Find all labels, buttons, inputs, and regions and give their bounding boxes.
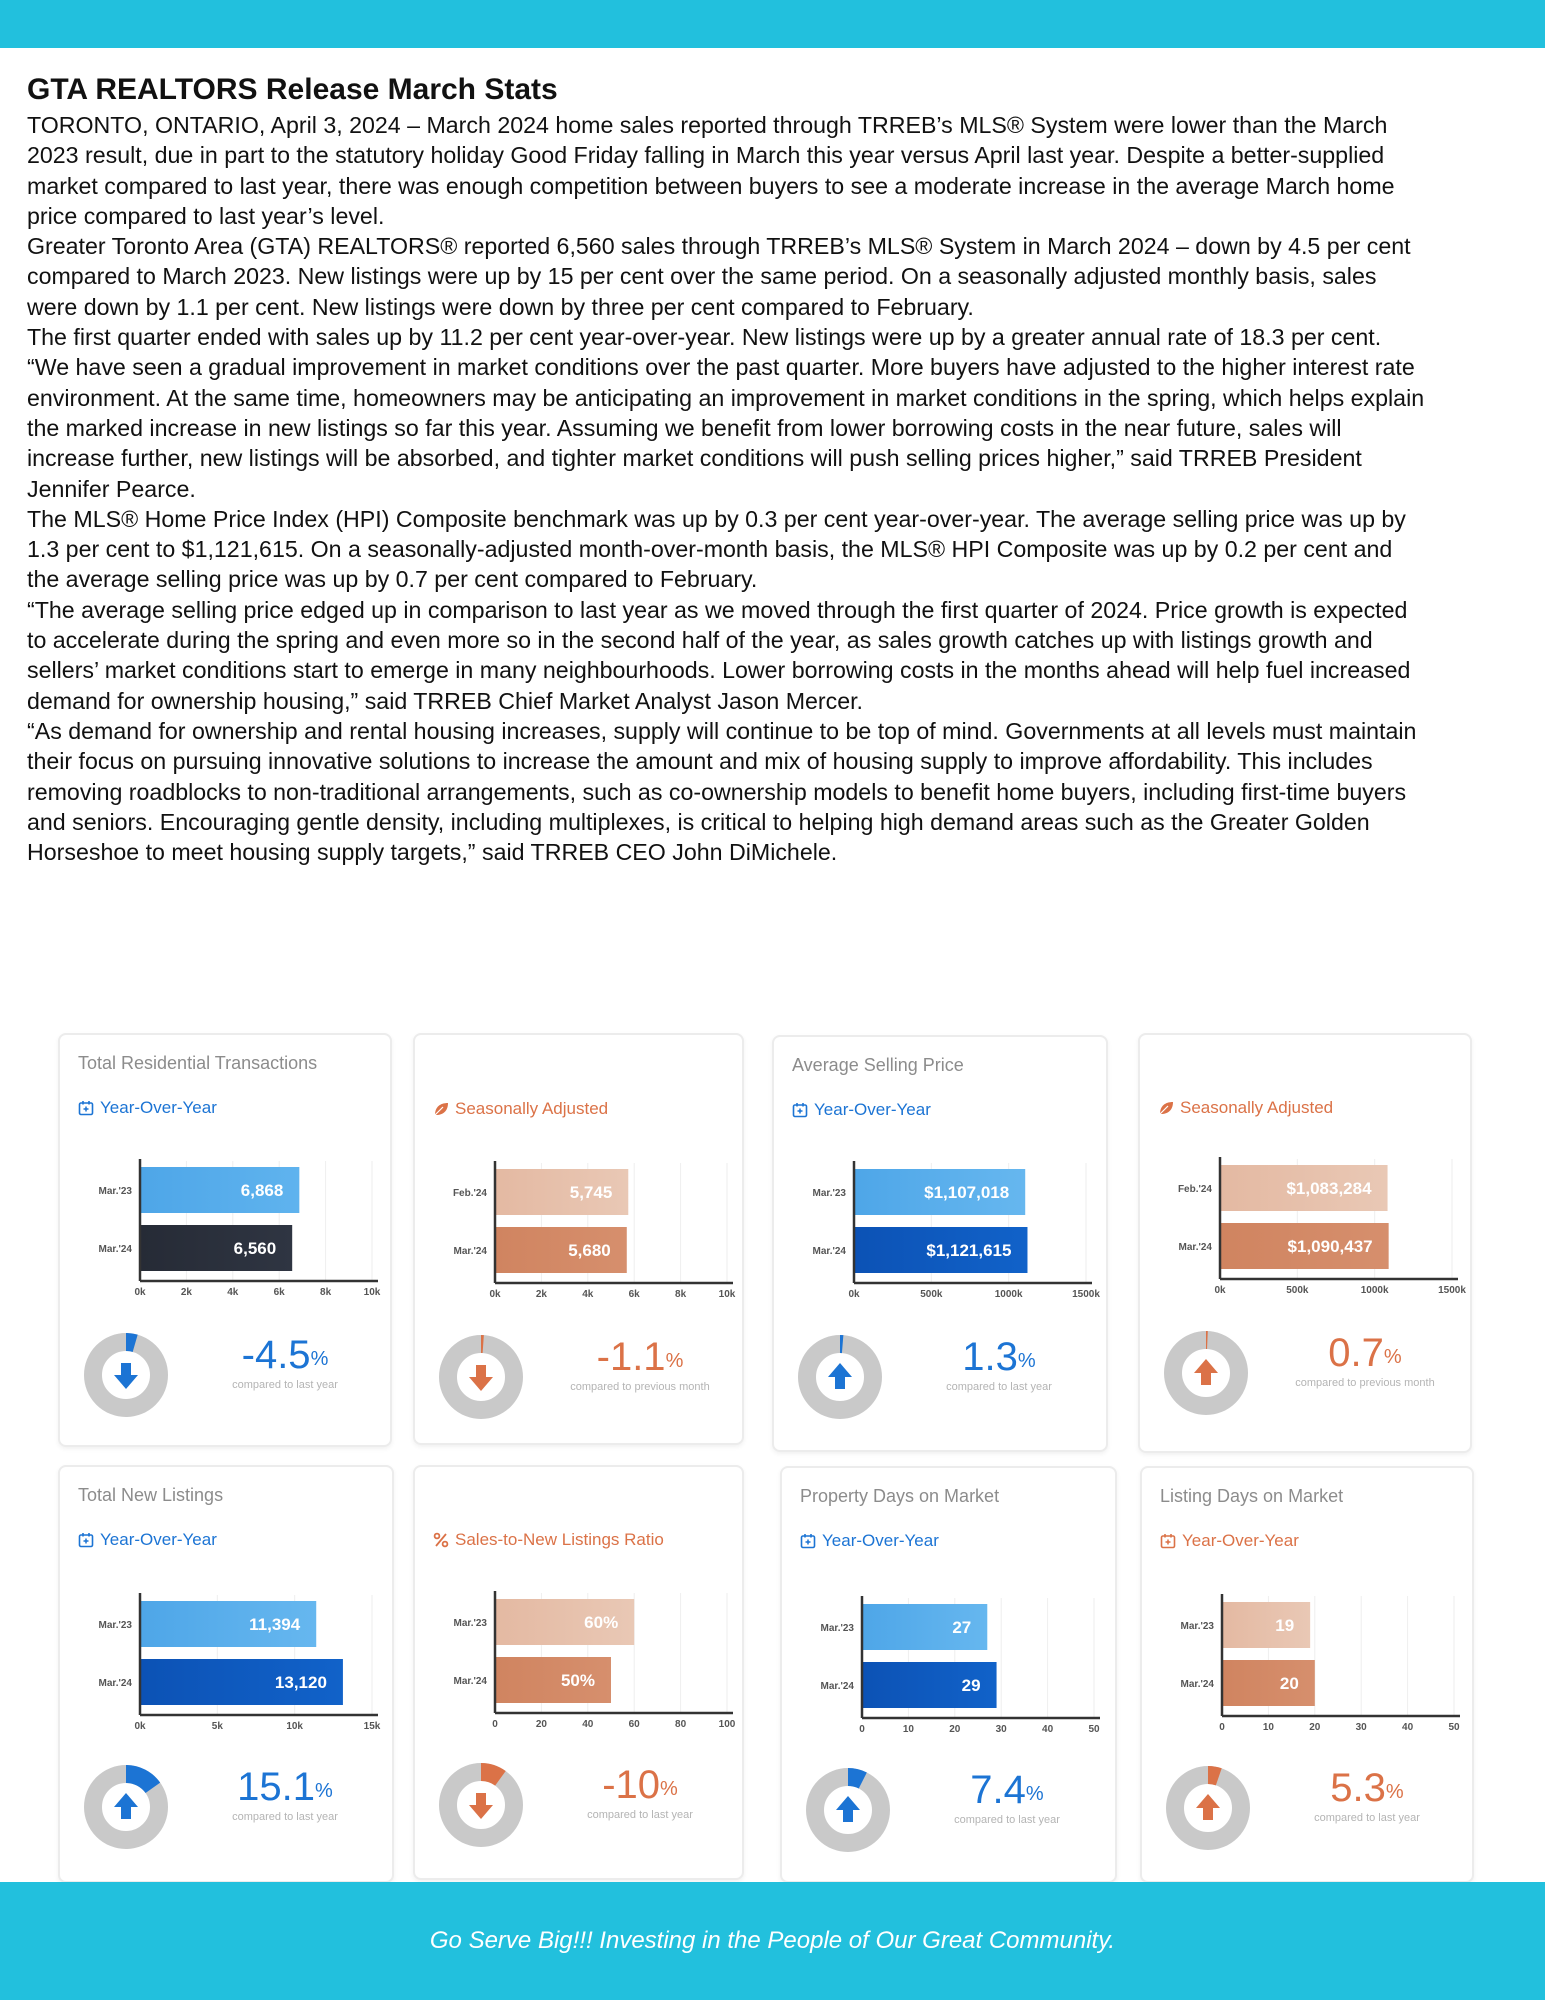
tick-label: 40: [1042, 1724, 1054, 1735]
change-note: compared to last year: [954, 1814, 1060, 1826]
card-title: Total Residential Transactions: [78, 1053, 318, 1073]
tick-label: 40: [1402, 1722, 1414, 1733]
tick-label: 15k: [363, 1721, 381, 1732]
bar-value-label: 19: [1275, 1616, 1295, 1635]
paragraph: The MLS® Home Price Index (HPI) Composite benchmark was up by 0.3 per cent year-over-year. The average selling price was up by 1.3 per cent to $1,121,615. On a seasonally-adjusted month-over-month basis, the MLS® HPI Composite was up by 0.2 per cent and the average selling price was up by 0.7 per cent compared to February.: [27, 505, 1406, 593]
subtitle-text: Year-Over-Year: [822, 1531, 939, 1550]
bar-value-label: 13,120: [274, 1673, 327, 1692]
bar-chart: [423, 1585, 736, 1745]
paragraph: Greater Toronto Area (GTA) REALTORS® reported 6,560 sales through TRREB’s MLS® System in March 2024 – down by 4.5 per cent compared to March 2023. New listings were up by 15 per cent over the same period. On a seasonally adjusted monthly basis, sales were down by 1.1 per cent. New listings were down by three per cent compared to February.: [27, 233, 1411, 320]
bar-chart: [1148, 1151, 1466, 1311]
tick-label: 20: [949, 1724, 961, 1735]
tick-label: 0: [859, 1724, 865, 1735]
tick-label: 10: [902, 1724, 914, 1735]
tick-label: 5k: [211, 1721, 223, 1732]
tick-label: 100: [718, 1719, 736, 1730]
bar-chart: [68, 1587, 381, 1747]
bar-value-label: 50%: [560, 1671, 595, 1690]
percent-icon: [433, 1532, 449, 1548]
tick-label: 0: [492, 1719, 498, 1730]
change-gauge: [84, 1333, 168, 1417]
change-gauge: [1164, 1331, 1248, 1415]
bar-value-label: 27: [952, 1618, 972, 1637]
tick-label: 30: [995, 1724, 1007, 1735]
bar-value-label: 5,680: [568, 1241, 611, 1260]
tick-label: 20: [535, 1719, 547, 1730]
change-value: -10%: [602, 1763, 678, 1807]
bar-value-label: 20: [1279, 1674, 1299, 1693]
stat-card: [58, 1033, 392, 1447]
change-value: 1.3%: [962, 1335, 1036, 1379]
stat-card: [1140, 1466, 1474, 1883]
footer-band: [0, 1882, 1545, 2000]
bar-value-label: 60%: [584, 1613, 619, 1632]
tick-label: 1000k: [1360, 1285, 1389, 1296]
change-gauge: [439, 1763, 523, 1847]
tick-label: 10k: [718, 1289, 736, 1300]
subtitle-text: Seasonally Adjusted: [1180, 1098, 1334, 1117]
tick-label: 50: [1448, 1722, 1460, 1733]
footer-tagline: Go Serve Big!!! Investing in the People of Our Great Community.: [429, 1927, 1116, 1954]
tick-label: 60: [628, 1719, 640, 1730]
change-gauge: [84, 1765, 168, 1849]
change-box: [200, 1765, 370, 1823]
category-label: Mar.'23: [820, 1623, 854, 1634]
change-box: [200, 1333, 370, 1391]
change-box: [914, 1335, 1084, 1393]
category-label: Mar.'23: [98, 1186, 132, 1197]
paragraph: “The average selling price edged up in comparison to last year as we moved through the first quarter of 2024. Price growth is expected to accelerate during the spring and even more so in the second half of the year, as sales growth catches up with listings growth and sellers’ market conditions start to emerge in many neighbourhoods. Lower borrowing costs in the months ahead will help fuel increased demand for ownership housing,” said TRREB Chief Market Analyst Jason Mercer.: [27, 596, 1411, 714]
calendar-icon: [78, 1100, 94, 1116]
tick-label: 500k: [1286, 1285, 1309, 1296]
bar-chart: [1150, 1588, 1460, 1748]
tick-label: 0k: [1214, 1285, 1226, 1296]
change-value: 0.7%: [1328, 1331, 1402, 1375]
tick-label: 1500k: [1072, 1289, 1100, 1300]
category-label: Mar.'23: [98, 1620, 132, 1631]
card-subtitle: [78, 1098, 217, 1118]
bar-value-label: $1,107,018: [924, 1183, 1010, 1202]
category-label: Mar.'24: [1178, 1242, 1212, 1253]
change-box: [1280, 1331, 1450, 1389]
card-subtitle: [433, 1099, 608, 1119]
tick-label: 0k: [134, 1721, 146, 1732]
change-value: 15.1%: [237, 1765, 333, 1809]
category-label: Mar.'24: [98, 1244, 132, 1255]
tick-label: 6k: [273, 1287, 285, 1298]
bar-chart: [68, 1153, 381, 1313]
bar-value-label: 11,394: [249, 1615, 301, 1634]
change-note: compared to last year: [232, 1811, 338, 1823]
category-label: Feb.'24: [1177, 1184, 1212, 1195]
tick-label: 10: [1262, 1722, 1274, 1733]
bar-value-label: $1,121,615: [926, 1241, 1012, 1260]
card-subtitle: [433, 1530, 664, 1550]
change-note: compared to previous month: [1295, 1377, 1435, 1389]
change-note: compared to previous month: [570, 1381, 710, 1393]
bar-value-label: $1,083,284: [1286, 1179, 1372, 1198]
change-box: [1282, 1766, 1452, 1824]
tick-label: 1500k: [1438, 1285, 1466, 1296]
tick-label: 10k: [286, 1721, 304, 1732]
bar: [1222, 1660, 1315, 1706]
headline: GTA REALTORS Release March Stats: [27, 73, 558, 106]
bar-chart: [423, 1155, 736, 1315]
category-label: Mar.'23: [1180, 1621, 1214, 1632]
tick-label: 20: [1309, 1722, 1321, 1733]
tick-label: 8k: [675, 1289, 687, 1300]
calendar-icon: [792, 1102, 808, 1118]
subtitle-text: Year-Over-Year: [1182, 1531, 1299, 1550]
leaf-icon: [1158, 1100, 1174, 1116]
change-box: [922, 1768, 1092, 1826]
category-label: Feb.'24: [452, 1188, 487, 1199]
change-value: -4.5%: [241, 1333, 329, 1377]
tick-label: 2k: [535, 1289, 547, 1300]
change-value: 5.3%: [1330, 1766, 1404, 1810]
change-gauge: [806, 1768, 890, 1852]
category-label: Mar.'23: [453, 1618, 487, 1629]
change-gauge: [1166, 1766, 1250, 1850]
change-note: compared to last year: [587, 1809, 693, 1821]
stat-card: [413, 1465, 744, 1880]
paragraph: “We have seen a gradual improvement in market conditions over the past quarter. More buyers have adjusted to the higher interest rate environment. At the same time, homeowners may be anticipating an improvement in market conditions in the spring, which helps explain the marked increase in new listings so far this year. Assuming we benefit from lower borrowing costs in the near future, sales will increase further, new listings will be absorbed, and tighter market conditions will push selling prices higher,” said TRREB President Jennifer Pearce.: [27, 354, 1425, 502]
tick-label: 500k: [920, 1289, 943, 1300]
bar-value-label: 6,868: [240, 1181, 284, 1200]
leaf-icon: [433, 1101, 449, 1117]
stat-card: [780, 1466, 1117, 1883]
change-note: compared to last year: [232, 1379, 338, 1391]
tick-label: 4k: [227, 1287, 239, 1298]
subtitle-text: Seasonally Adjusted: [455, 1099, 609, 1118]
change-box: [555, 1763, 725, 1821]
change-note: compared to last year: [1314, 1812, 1420, 1824]
card-title: Property Days on Market: [800, 1486, 1000, 1506]
stat-card: [1138, 1033, 1472, 1453]
tick-label: 50: [1088, 1724, 1100, 1735]
subtitle-text: Sales-to-New Listings Ratio: [455, 1530, 664, 1549]
category-label: Mar.'23: [812, 1188, 846, 1199]
change-note: compared to last year: [946, 1381, 1052, 1393]
tick-label: 30: [1355, 1722, 1367, 1733]
bar-value-label: 5,745: [569, 1183, 613, 1202]
tick-label: 80: [675, 1719, 687, 1730]
tick-label: 0: [1219, 1722, 1225, 1733]
tick-label: 6k: [628, 1289, 640, 1300]
card-subtitle: [1158, 1098, 1333, 1118]
category-label: Mar.'24: [1180, 1679, 1214, 1690]
category-label: Mar.'24: [820, 1681, 854, 1692]
tick-label: 4k: [582, 1289, 594, 1300]
card-subtitle: [1160, 1531, 1299, 1551]
category-label: Mar.'24: [98, 1678, 132, 1689]
tick-label: 10k: [363, 1287, 381, 1298]
bar-value-label: $1,090,437: [1287, 1237, 1373, 1256]
bar-value-label: 6,560: [233, 1239, 277, 1258]
card-title: Total New Listings: [78, 1485, 224, 1505]
paragraph: “As demand for ownership and rental housing increases, supply will continue to be top of mind. Governments at all levels must maintain their focus on pursuing innovative solutions to increase the amount and mix of housing supply to improve affordability. This includes removing roadblocks to non-traditional arrangements, such as co-ownership models to benefit home buyers, including first-time buyers and seniors. Encouraging gentle density, including multiplexes, is critical to helping high demand areas such as the Greater Golden Horseshoe to meet housing supply targets,” said TRREB CEO John DiMichele.: [27, 717, 1417, 866]
subtitle-text: Year-Over-Year: [100, 1098, 217, 1117]
bar-chart: [790, 1590, 1100, 1750]
subtitle-text: Year-Over-Year: [100, 1530, 217, 1549]
change-box: [555, 1335, 725, 1393]
paragraph: TORONTO, ONTARIO, April 3, 2024 – March 2024 home sales reported through TRREB’s MLS® System were lower than the March 2023 result, due in part to the statutory holiday Good Friday falling in March this year versus April last year. Despite a better-supplied market compared to last year, there was enough competition between buyers to see a moderate increase in the average March home price compared to last year’s level.: [27, 112, 1395, 229]
category-label: Mar.'24: [453, 1246, 487, 1257]
stat-card: [58, 1465, 394, 1883]
stat-card: [772, 1035, 1108, 1452]
card-subtitle: [78, 1530, 217, 1550]
card-title: Average Selling Price: [792, 1055, 964, 1075]
calendar-icon: [1160, 1533, 1176, 1549]
top-band: [0, 0, 1545, 48]
calendar-icon: [78, 1532, 94, 1548]
change-value: -1.1%: [596, 1335, 684, 1379]
card-title: Listing Days on Market: [1160, 1486, 1344, 1506]
paragraph: The first quarter ended with sales up by 11.2 per cent year-over-year. New listings were up by a greater annual rate of 18.3 per cent.: [27, 324, 1382, 351]
change-value: 7.4%: [970, 1768, 1044, 1812]
bar: [1222, 1602, 1310, 1648]
card-subtitle: [792, 1100, 931, 1120]
stat-card: [413, 1033, 744, 1445]
category-label: Mar.'24: [812, 1246, 846, 1257]
calendar-icon: [800, 1533, 816, 1549]
tick-label: 0k: [489, 1289, 501, 1300]
card-subtitle: [800, 1531, 939, 1551]
article: [27, 70, 1427, 867]
category-label: Mar.'24: [453, 1676, 487, 1687]
tick-label: 0k: [848, 1289, 860, 1300]
tick-label: 1000k: [994, 1289, 1023, 1300]
bar-value-label: 29: [961, 1676, 981, 1695]
bar-chart: [782, 1155, 1100, 1315]
tick-label: 2k: [180, 1287, 192, 1298]
change-gauge: [439, 1335, 523, 1419]
tick-label: 0k: [134, 1287, 146, 1298]
subtitle-text: Year-Over-Year: [814, 1100, 931, 1119]
change-gauge: [798, 1335, 882, 1419]
tick-label: 8k: [320, 1287, 332, 1298]
tick-label: 40: [582, 1719, 594, 1730]
